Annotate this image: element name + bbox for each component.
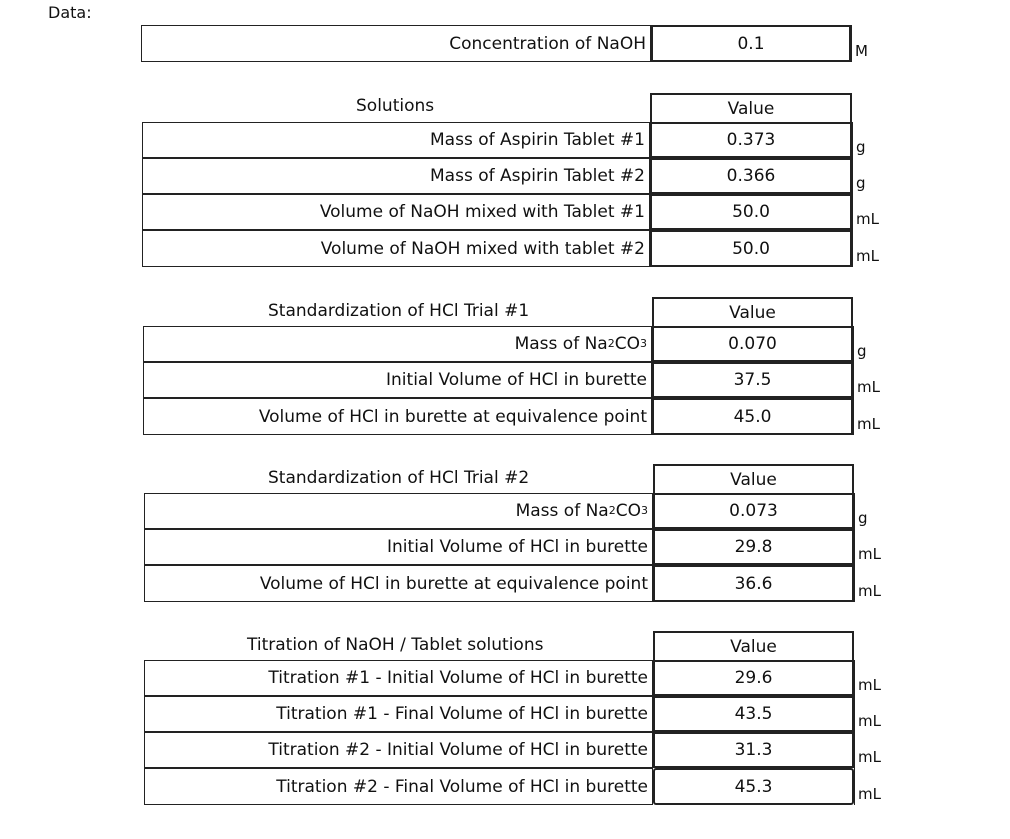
titration-row-unit: mL [854, 696, 894, 732]
solutions-title: Solutions [356, 96, 435, 116]
titration-row-unit: mL [854, 732, 894, 768]
std-trial1-title: Standardization of HCl Trial #1 [268, 301, 530, 321]
titration-row-label: Titration #1 - Final Volume of HCl in burette [144, 696, 653, 732]
data-heading: Data: [48, 3, 92, 22]
solutions-row-label: Mass of Aspirin Tablet #2 [142, 158, 650, 194]
solutions-row-label: Volume of NaOH mixed with Tablet #1 [142, 194, 650, 230]
std-trial1-row-label: Initial Volume of HCl in burette [143, 362, 652, 398]
std-trial2-row-label: Volume of HCl in burette at equivalence point [144, 565, 653, 602]
std-trial1-row-unit: g [853, 326, 893, 362]
solutions-row-unit: g [852, 158, 892, 194]
titration-row-value[interactable]: 29.6 [653, 660, 854, 696]
std-trial2-title: Standardization of HCl Trial #2 [268, 468, 530, 488]
std-trial2-row-unit: g [854, 493, 894, 529]
titration-row-value[interactable]: 45.3 [653, 768, 854, 805]
std-trial1-value-header: Value [652, 297, 853, 326]
std-trial2-row-value[interactable]: 0.073 [653, 493, 854, 529]
solutions-row-unit: mL [852, 230, 892, 267]
solutions-row-label: Mass of Aspirin Tablet #1 [142, 122, 650, 158]
titration-row-unit: mL [854, 660, 894, 696]
titration-title: Titration of NaOH / Tablet solutions [247, 635, 544, 655]
solutions-row-value[interactable]: 0.373 [650, 122, 852, 158]
std-trial1-row-label: Volume of HCl in burette at equivalence point [143, 398, 652, 435]
solutions-value-header: Value [650, 93, 852, 122]
std-trial2-row-unit: mL [854, 565, 894, 602]
std-trial2-row-unit: mL [854, 529, 894, 565]
solutions-row-value[interactable]: 50.0 [650, 194, 852, 230]
std-trial1-row-value[interactable]: 0.070 [652, 326, 853, 362]
std-trial2-value-header: Value [653, 464, 854, 493]
solutions-row-unit: mL [852, 194, 892, 230]
concentration-unit: M [851, 25, 891, 62]
std-trial2-row-value[interactable]: 36.6 [653, 565, 854, 602]
solutions-row-value[interactable]: 50.0 [650, 230, 852, 267]
std-trial1-row-unit: mL [853, 398, 893, 435]
solutions-row-value[interactable]: 0.366 [650, 158, 852, 194]
solutions-row-label: Volume of NaOH mixed with tablet #2 [142, 230, 650, 267]
solutions-row-unit: g [852, 122, 892, 158]
titration-row-value[interactable]: 43.5 [653, 696, 854, 732]
std-trial1-row-unit: mL [853, 362, 893, 398]
titration-row-label: Titration #2 - Initial Volume of HCl in burette [144, 732, 653, 768]
std-trial2-row-value[interactable]: 29.8 [653, 529, 854, 565]
std-trial1-mass-label: Mass of Na 2 CO 3 [143, 326, 652, 362]
std-trial2-mass-label: Mass of Na 2 CO 3 [144, 493, 653, 529]
concentration-label: Concentration of NaOH [141, 25, 651, 62]
titration-row-label: Titration #2 - Final Volume of HCl in burette [144, 768, 653, 805]
titration-row-label: Titration #1 - Initial Volume of HCl in burette [144, 660, 653, 696]
titration-row-unit: mL [854, 768, 894, 805]
concentration-value[interactable]: 0.1 [651, 25, 851, 62]
std-trial1-row-value[interactable]: 45.0 [652, 398, 853, 435]
std-trial2-row-label: Initial Volume of HCl in burette [144, 529, 653, 565]
titration-value-header: Value [653, 631, 854, 660]
std-trial1-row-value[interactable]: 37.5 [652, 362, 853, 398]
titration-row-value[interactable]: 31.3 [653, 732, 854, 768]
